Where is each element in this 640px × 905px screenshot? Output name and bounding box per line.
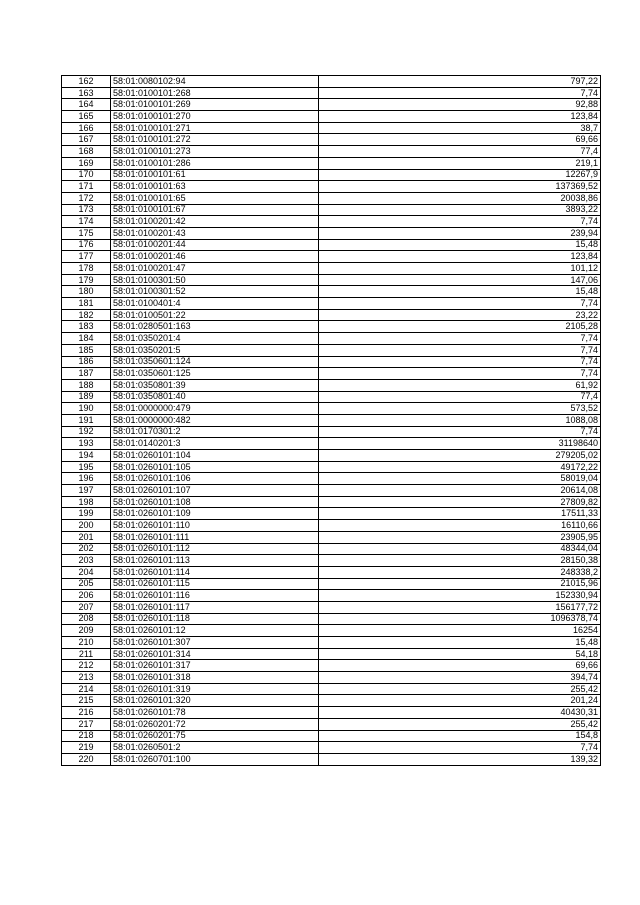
value-cell: 7,74 (319, 426, 601, 438)
cadastral-number-cell: 58:01:0100101:271 (111, 122, 319, 134)
table-row (62, 356, 601, 368)
value-cell: 156177,72 (319, 601, 601, 613)
cadastral-number-cell: 58:01:0260101:114 (111, 566, 319, 578)
value-cell: 49172,22 (319, 461, 601, 473)
row-number-cell: 166 (62, 122, 111, 134)
table-row (62, 333, 601, 345)
row-number-cell: 192 (62, 426, 111, 438)
row-number-cell: 203 (62, 555, 111, 567)
value-cell: 1088,08 (319, 414, 601, 426)
table-row (62, 695, 601, 707)
table-row (62, 181, 601, 193)
cadastral-number-cell: 58:01:0100101:268 (111, 87, 319, 99)
value-cell: 20614,08 (319, 485, 601, 497)
row-number-cell: 164 (62, 99, 111, 111)
table-row (62, 274, 601, 286)
row-number-cell: 162 (62, 76, 111, 88)
table-row (62, 753, 601, 765)
cadastral-number-cell: 58:01:0100501:22 (111, 309, 319, 321)
cadastral-number-cell: 58:01:0260101:12 (111, 625, 319, 637)
table-row (62, 239, 601, 251)
row-number-cell: 173 (62, 204, 111, 216)
cadastral-number-cell: 58:01:0100301:50 (111, 274, 319, 286)
value-cell: 7,74 (319, 356, 601, 368)
cadastral-number-cell: 58:01:0000000:482 (111, 414, 319, 426)
table-row (62, 637, 601, 649)
row-number-cell: 205 (62, 578, 111, 590)
cadastral-number-cell: 58:01:0260101:106 (111, 473, 319, 485)
cadastral-number-cell: 58:01:0260101:116 (111, 590, 319, 602)
table-row (62, 286, 601, 298)
cadastral-number-cell: 58:01:0260201:72 (111, 718, 319, 730)
value-cell: 77,4 (319, 146, 601, 158)
value-cell: 20038,86 (319, 192, 601, 204)
table-row (62, 461, 601, 473)
cadastral-number-cell: 58:01:0350801:39 (111, 379, 319, 391)
table-row (62, 718, 601, 730)
table-row (62, 555, 601, 567)
value-cell: 7,74 (319, 344, 601, 356)
table-row (62, 426, 601, 438)
value-cell: 23,22 (319, 309, 601, 321)
table-row (62, 99, 601, 111)
row-number-cell: 171 (62, 181, 111, 193)
row-number-cell: 165 (62, 111, 111, 123)
value-cell: 3893,22 (319, 204, 601, 216)
row-number-cell: 180 (62, 286, 111, 298)
cadastral-number-cell: 58:01:0100201:44 (111, 239, 319, 251)
cadastral-number-cell: 58:01:0100201:46 (111, 251, 319, 263)
value-cell: 7,74 (319, 742, 601, 754)
row-number-cell: 201 (62, 531, 111, 543)
cadastral-number-cell: 58:01:0350201:5 (111, 344, 319, 356)
cadastral-number-cell: 58:01:0260101:113 (111, 555, 319, 567)
row-number-cell: 188 (62, 379, 111, 391)
cadastral-number-cell: 58:01:0350601:125 (111, 368, 319, 380)
table-row (62, 578, 601, 590)
row-number-cell: 190 (62, 403, 111, 415)
table-body (62, 76, 601, 766)
row-number-cell: 198 (62, 496, 111, 508)
value-cell: 69,66 (319, 134, 601, 146)
table-row (62, 683, 601, 695)
cadastral-number-cell: 58:01:0260101:108 (111, 496, 319, 508)
value-cell: 201,24 (319, 695, 601, 707)
table-row (62, 87, 601, 99)
table-row (62, 111, 601, 123)
cadastral-number-cell: 58:01:0100101:273 (111, 146, 319, 158)
cadastral-number-cell: 58:01:0260101:107 (111, 485, 319, 497)
cadastral-number-cell: 58:01:0260101:104 (111, 450, 319, 462)
table-row (62, 414, 601, 426)
value-cell: 255,42 (319, 718, 601, 730)
cadastral-number-cell: 58:01:0260101:318 (111, 672, 319, 684)
value-cell: 16254 (319, 625, 601, 637)
table-row (62, 485, 601, 497)
cadastral-number-cell: 58:01:0260101:105 (111, 461, 319, 473)
cadastral-number-cell: 58:01:0260101:320 (111, 695, 319, 707)
row-number-cell: 208 (62, 613, 111, 625)
table-row (62, 590, 601, 602)
cadastral-number-cell: 58:01:0260101:307 (111, 637, 319, 649)
value-cell: 21015,96 (319, 578, 601, 590)
cadastral-number-cell: 58:01:0260101:317 (111, 660, 319, 672)
value-cell: 1096378,74 (319, 613, 601, 625)
table-row (62, 707, 601, 719)
value-cell: 255,42 (319, 683, 601, 695)
row-number-cell: 175 (62, 227, 111, 239)
table-row (62, 263, 601, 275)
table-row (62, 309, 601, 321)
value-cell: 7,74 (319, 368, 601, 380)
row-number-cell: 212 (62, 660, 111, 672)
row-number-cell: 169 (62, 157, 111, 169)
table-row (62, 438, 601, 450)
row-number-cell: 183 (62, 321, 111, 333)
value-cell: 58019,04 (319, 473, 601, 485)
row-number-cell: 179 (62, 274, 111, 286)
value-cell: 137369,52 (319, 181, 601, 193)
row-number-cell: 197 (62, 485, 111, 497)
row-number-cell: 191 (62, 414, 111, 426)
table-row (62, 379, 601, 391)
cadastral-number-cell: 58:01:0100101:269 (111, 99, 319, 111)
value-cell: 61,92 (319, 379, 601, 391)
table-row (62, 344, 601, 356)
row-number-cell: 220 (62, 753, 111, 765)
table-row (62, 321, 601, 333)
row-number-cell: 177 (62, 251, 111, 263)
value-cell: 28150,38 (319, 555, 601, 567)
table-row (62, 508, 601, 520)
table-row (62, 192, 601, 204)
value-cell: 15,48 (319, 239, 601, 251)
table-row (62, 368, 601, 380)
value-cell: 7,74 (319, 216, 601, 228)
cadastral-number-cell: 58:01:0100401:4 (111, 298, 319, 310)
cadastral-number-cell: 58:01:0350201:4 (111, 333, 319, 345)
cadastral-number-cell: 58:01:0260501:2 (111, 742, 319, 754)
value-cell: 154,8 (319, 730, 601, 742)
row-number-cell: 211 (62, 648, 111, 660)
table-row (62, 450, 601, 462)
row-number-cell: 214 (62, 683, 111, 695)
table-row (62, 157, 601, 169)
cadastral-number-cell: 58:01:0100101:272 (111, 134, 319, 146)
cadastral-number-cell: 58:01:0260101:112 (111, 543, 319, 555)
table-row (62, 403, 601, 415)
value-cell: 123,84 (319, 111, 601, 123)
row-number-cell: 194 (62, 450, 111, 462)
row-number-cell: 204 (62, 566, 111, 578)
value-cell: 12267,9 (319, 169, 601, 181)
table-row (62, 672, 601, 684)
row-number-cell: 210 (62, 637, 111, 649)
row-number-cell: 168 (62, 146, 111, 158)
value-cell: 27809,82 (319, 496, 601, 508)
row-number-cell: 184 (62, 333, 111, 345)
row-number-cell: 167 (62, 134, 111, 146)
table-row (62, 473, 601, 485)
row-number-cell: 200 (62, 520, 111, 532)
row-number-cell: 213 (62, 672, 111, 684)
row-number-cell: 218 (62, 730, 111, 742)
table-row (62, 76, 601, 88)
cadastral-number-cell: 58:01:0000000:479 (111, 403, 319, 415)
table-row (62, 660, 601, 672)
table-row (62, 169, 601, 181)
cadastral-number-cell: 58:01:0100201:47 (111, 263, 319, 275)
table-row (62, 543, 601, 555)
value-cell: 69,66 (319, 660, 601, 672)
row-number-cell: 207 (62, 601, 111, 613)
value-cell: 40430,31 (319, 707, 601, 719)
table-row (62, 251, 601, 263)
cadastral-number-cell: 58:01:0100101:61 (111, 169, 319, 181)
value-cell: 147,06 (319, 274, 601, 286)
table-row (62, 496, 601, 508)
value-cell: 7,74 (319, 298, 601, 310)
cadastral-number-cell: 58:01:0260101:111 (111, 531, 319, 543)
row-number-cell: 186 (62, 356, 111, 368)
value-cell: 152330,94 (319, 590, 601, 602)
value-cell: 7,74 (319, 87, 601, 99)
table-row (62, 648, 601, 660)
cadastral-number-cell: 58:01:0350801:40 (111, 391, 319, 403)
cadastral-number-cell: 58:01:0100101:270 (111, 111, 319, 123)
row-number-cell: 196 (62, 473, 111, 485)
row-number-cell: 178 (62, 263, 111, 275)
value-cell: 101,12 (319, 263, 601, 275)
table-row (62, 122, 601, 134)
row-number-cell: 163 (62, 87, 111, 99)
table-row (62, 625, 601, 637)
value-cell: 23905,95 (319, 531, 601, 543)
row-number-cell: 181 (62, 298, 111, 310)
value-cell: 54,18 (319, 648, 601, 660)
row-number-cell: 187 (62, 368, 111, 380)
value-cell: 573,52 (319, 403, 601, 415)
cadastral-number-cell: 58:01:0100201:42 (111, 216, 319, 228)
row-number-cell: 185 (62, 344, 111, 356)
cadastral-number-cell: 58:01:0100101:63 (111, 181, 319, 193)
cadastral-number-cell: 58:01:0100101:286 (111, 157, 319, 169)
value-cell: 48344,04 (319, 543, 601, 555)
cadastral-number-cell: 58:01:0260101:78 (111, 707, 319, 719)
value-cell: 279205,02 (319, 450, 601, 462)
value-cell: 77,4 (319, 391, 601, 403)
row-number-cell: 217 (62, 718, 111, 730)
table-row (62, 134, 601, 146)
value-cell: 239,94 (319, 227, 601, 239)
cadastral-number-cell: 58:01:0260101:118 (111, 613, 319, 625)
value-cell: 15,48 (319, 286, 601, 298)
cadastral-number-cell: 58:01:0080102:94 (111, 76, 319, 88)
row-number-cell: 216 (62, 707, 111, 719)
cadastral-number-cell: 58:01:0260101:117 (111, 601, 319, 613)
row-number-cell: 206 (62, 590, 111, 602)
cadastral-number-cell: 58:01:0100301:52 (111, 286, 319, 298)
row-number-cell: 199 (62, 508, 111, 520)
cadastral-number-cell: 58:01:0100201:43 (111, 227, 319, 239)
row-number-cell: 189 (62, 391, 111, 403)
row-number-cell: 170 (62, 169, 111, 181)
value-cell: 139,32 (319, 753, 601, 765)
cadastral-number-cell: 58:01:0260101:110 (111, 520, 319, 532)
cadastral-number-cell: 58:01:0260101:115 (111, 578, 319, 590)
row-number-cell: 172 (62, 192, 111, 204)
cadastral-number-cell: 58:01:0100101:67 (111, 204, 319, 216)
cadastral-number-cell: 58:01:0260101:109 (111, 508, 319, 520)
cadastral-number-cell: 58:01:0260701:100 (111, 753, 319, 765)
value-cell: 797,22 (319, 76, 601, 88)
value-cell: 31198640 (319, 438, 601, 450)
row-number-cell: 209 (62, 625, 111, 637)
value-cell: 7,74 (319, 333, 601, 345)
table-row (62, 742, 601, 754)
cadastral-number-cell: 58:01:0260101:314 (111, 648, 319, 660)
value-cell: 394,74 (319, 672, 601, 684)
table-row (62, 227, 601, 239)
table-row (62, 216, 601, 228)
table-row (62, 298, 601, 310)
value-cell: 15,48 (319, 637, 601, 649)
table-row (62, 613, 601, 625)
row-number-cell: 182 (62, 309, 111, 321)
cadastral-number-cell: 58:01:0280501:163 (111, 321, 319, 333)
row-number-cell: 176 (62, 239, 111, 251)
value-cell: 16110,66 (319, 520, 601, 532)
table-row (62, 146, 601, 158)
cadastral-values-table (61, 75, 601, 766)
value-cell: 248338,2 (319, 566, 601, 578)
row-number-cell: 219 (62, 742, 111, 754)
cadastral-number-cell: 58:01:0260201:75 (111, 730, 319, 742)
value-cell: 17511,33 (319, 508, 601, 520)
value-cell: 38,7 (319, 122, 601, 134)
value-cell: 219,1 (319, 157, 601, 169)
cadastral-number-cell: 58:01:0350601:124 (111, 356, 319, 368)
table-row (62, 391, 601, 403)
value-cell: 123,84 (319, 251, 601, 263)
table-row (62, 601, 601, 613)
table-row (62, 531, 601, 543)
value-cell: 2105,28 (319, 321, 601, 333)
cadastral-number-cell: 58:01:0140201:3 (111, 438, 319, 450)
table-row (62, 730, 601, 742)
row-number-cell: 215 (62, 695, 111, 707)
table-row (62, 204, 601, 216)
row-number-cell: 174 (62, 216, 111, 228)
row-number-cell: 193 (62, 438, 111, 450)
row-number-cell: 202 (62, 543, 111, 555)
row-number-cell: 195 (62, 461, 111, 473)
cadastral-number-cell: 58:01:0100101:65 (111, 192, 319, 204)
table-row (62, 566, 601, 578)
table-row (62, 520, 601, 532)
cadastral-number-cell: 58:01:0260101:319 (111, 683, 319, 695)
value-cell: 92,88 (319, 99, 601, 111)
cadastral-number-cell: 58:01:0170301:2 (111, 426, 319, 438)
